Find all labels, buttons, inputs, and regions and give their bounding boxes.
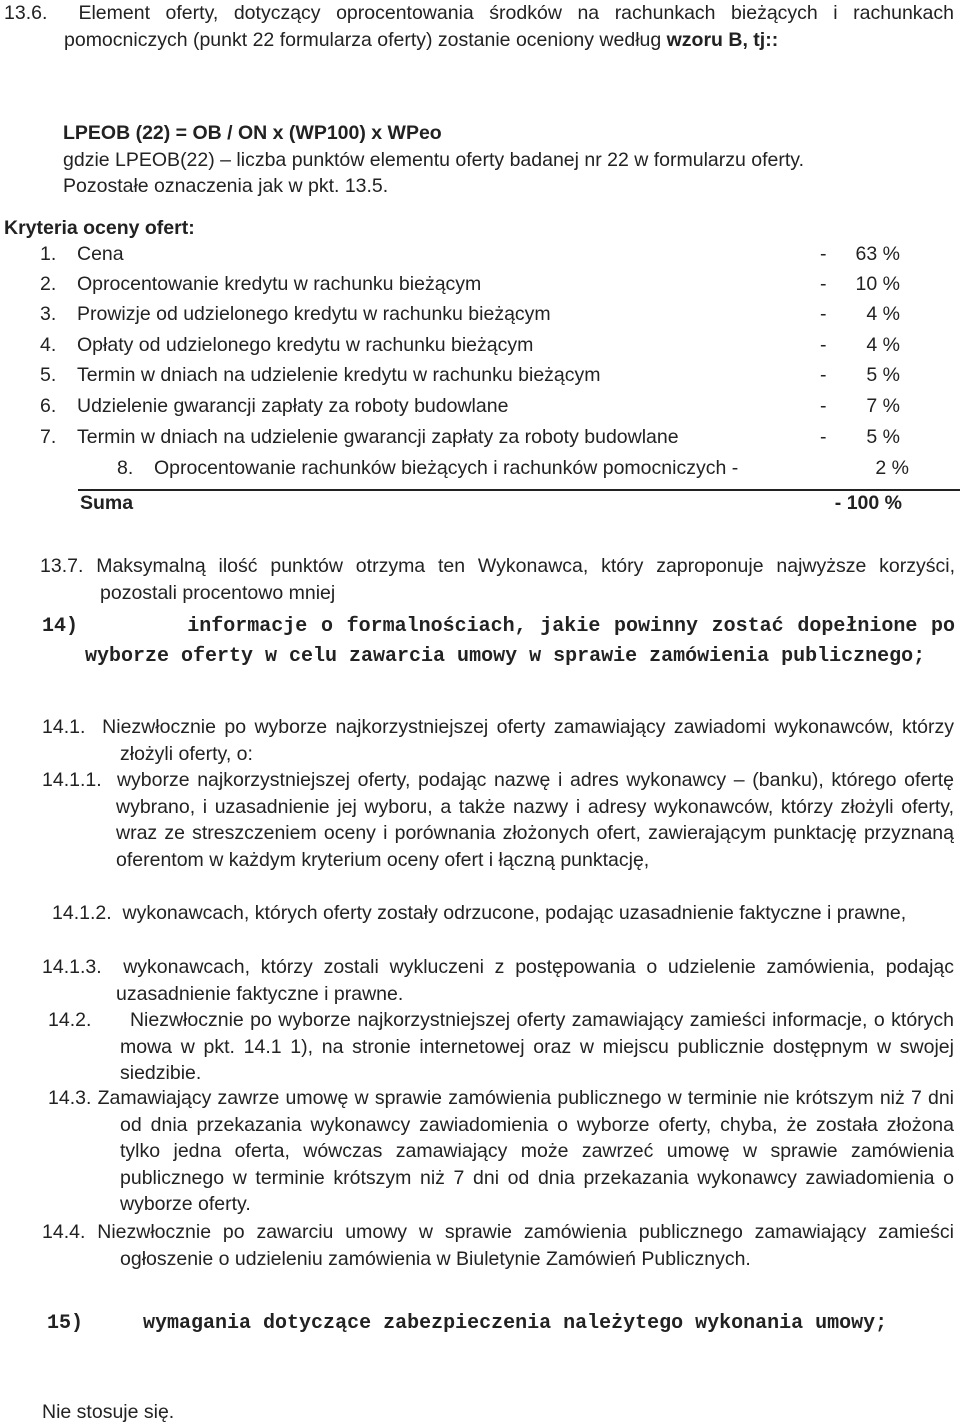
criteria-label: Termin w dniach na udzielenie gwarancji zapłaty za roboty budowlane bbox=[77, 426, 679, 448]
section-text: wyborze najkorzystniejszej oferty, podając nazwę i adres wykonawcy – (banku), którego ofertę wybrano, i uzasadnienie jej wyboru, a także nazwy i adresy wykonawców, którzy złożyli oferty, wraz ze streszczeniem oceny i porównania złożonych ofert, zawierającym punktację przyznaną oferentom w każdym kryterium oceny ofert i łączną punktację, bbox=[116, 769, 954, 871]
formula-note: Pozostałe oznaczenia jak w pkt. 13.5. bbox=[63, 175, 389, 197]
section-number: 14.3. bbox=[48, 1087, 92, 1109]
heading-text: informacje o formalnościach, jakie powinny zostać dopełnione po wyborze oferty w celu zawarcia umowy w sprawie zamówienia publicznego; bbox=[85, 615, 955, 668]
criteria-number: 7. bbox=[40, 426, 57, 448]
section-number: 13.7. bbox=[40, 555, 84, 577]
heading-number: 14) bbox=[42, 615, 79, 638]
section-text: Element oferty, dotyczący oprocentowania środków na rachunkach bieżących i rachunkach pomocniczych (punkt 22 formularza oferty) zostanie oceniony według bbox=[64, 2, 954, 51]
criteria-dash: - bbox=[820, 273, 827, 295]
criteria-dash: - bbox=[820, 426, 827, 448]
criteria-item bbox=[40, 301, 900, 331]
criteria-item bbox=[40, 241, 900, 271]
criteria-number: 6. bbox=[40, 395, 57, 417]
criteria-weight: 7 % bbox=[866, 395, 900, 417]
heading-text: wymagania dotyczące zabezpieczenia należytego wykonania umowy; bbox=[143, 1312, 888, 1335]
section-number: 14.1.2. bbox=[52, 902, 112, 924]
criteria-label: Oprocentowanie kredytu w rachunku bieżącym bbox=[77, 273, 482, 295]
section-14-1-3 bbox=[42, 954, 954, 1007]
formula-definition: gdzie LPEOB(22) – liczba punktów elementu oferty badanej nr 22 w formularzu oferty. bbox=[63, 148, 805, 171]
criteria-dash: - bbox=[820, 334, 827, 356]
heading-number: 15) bbox=[47, 1312, 84, 1335]
criteria-number: 8. bbox=[117, 457, 134, 479]
formula-block bbox=[63, 120, 943, 200]
criteria-number: 4. bbox=[40, 334, 57, 356]
criteria-item bbox=[40, 393, 900, 423]
criteria-sum bbox=[80, 490, 902, 517]
section-14-4 bbox=[42, 1219, 954, 1272]
section-text: wykonawcach, którzy zostali wykluczeni z postępowania o udzielenie zamówienia, podając uzasadnienie faktyczne i prawne. bbox=[116, 956, 954, 1005]
criteria-title: Kryteria oceny ofert: bbox=[4, 217, 195, 239]
criteria-weight: 5 % bbox=[866, 364, 900, 386]
heading-15 bbox=[47, 1309, 955, 1339]
criteria-weight: 10 % bbox=[855, 273, 900, 295]
criteria-number: 2. bbox=[40, 273, 57, 295]
section-13-6 bbox=[4, 0, 954, 53]
section-14-1-1 bbox=[42, 767, 954, 873]
sum-value: - 100 % bbox=[834, 492, 902, 514]
section-14-1 bbox=[42, 714, 954, 767]
section-14-3 bbox=[48, 1085, 954, 1218]
criteria-dash: - bbox=[820, 303, 827, 325]
section-text: Niezwłocznie po wyborze najkorzystniejszej oferty zamawiający zamieści informacje, o których mowa w pkt. 14.1 1), na stronie internetowej oraz w miejscu publicznie dostępnym w swojej siedzibie. bbox=[120, 1009, 955, 1084]
criteria-weight: 5 % bbox=[866, 426, 900, 448]
criteria-number: 5. bbox=[40, 364, 57, 386]
criteria-weight: 63 % bbox=[855, 243, 900, 265]
criteria-item bbox=[40, 271, 900, 301]
heading-14 bbox=[42, 612, 955, 672]
criteria-dash: - bbox=[820, 395, 827, 417]
criteria-item bbox=[40, 332, 900, 362]
section-number: 13.6. bbox=[4, 2, 48, 24]
criteria-weight: 2 % bbox=[875, 457, 909, 479]
section-number: 14.1. bbox=[42, 716, 86, 738]
section-text: Maksymalną ilość punktów otrzyma ten Wykonawca, który zaproponuje najwyższe korzyści, pozostali procentowo mniej bbox=[96, 555, 956, 604]
section-14-1-2 bbox=[52, 900, 954, 927]
criteria-number: 1. bbox=[40, 243, 57, 265]
criteria-number: 3. bbox=[40, 303, 57, 325]
criteria-label: Opłaty od udzielonego kredytu w rachunku bieżącym bbox=[77, 334, 534, 356]
section-text: Niezwłocznie po wyborze najkorzystniejszej oferty zamawiający zawiadomi wykonawców, którzy złożyli oferty, o: bbox=[102, 716, 954, 765]
section-13-7 bbox=[40, 553, 955, 606]
section-text: Zamawiający zawrze umowę w sprawie zamówienia publicznego w terminie nie krótszym niż 7 dni od dnia przekazania wykonawcy zawiadomienia o wyborze oferty, chyba, że została złożona tylko jedna oferta, wówczas zamawiający może zawrzeć umowę w sprawie zamówienia publicznego w terminie krótszym niż 7 dni od dnia przekazania wykonawcy zawiadomienia o wyborze oferty. bbox=[97, 1087, 955, 1215]
section-14-2 bbox=[48, 1007, 954, 1087]
sum-label: Suma bbox=[80, 492, 134, 514]
criteria-weight: 4 % bbox=[866, 303, 900, 325]
section-number: 14.1.3. bbox=[42, 956, 102, 978]
criteria-dash: - bbox=[820, 243, 827, 265]
section-number: 14.4. bbox=[42, 1221, 86, 1243]
criteria-weight: 4 % bbox=[866, 334, 900, 356]
criteria-dash: - bbox=[820, 364, 827, 386]
section-text: wykonawcach, których oferty zostały odrzucone, podając uzasadnienie faktyczne i prawne, bbox=[122, 902, 907, 924]
criteria-label: Udzielenie gwarancji zapłaty za roboty budowlane bbox=[77, 395, 509, 417]
criteria-item bbox=[40, 424, 900, 454]
criteria-label: Termin w dniach na udzielenie kredytu w rachunku bieżącym bbox=[77, 364, 601, 386]
closing-note: Nie stosuje się. bbox=[42, 1401, 175, 1423]
criteria-item bbox=[117, 455, 909, 485]
section-number: 14.1.1. bbox=[42, 769, 102, 791]
section-text: Niezwłocznie po zawarciu umowy w sprawie zamówienia publicznego zamawiający zamieści ogłoszenie o udzieleniu zamówienia w Biuletynie Zamówień Publicznych. bbox=[97, 1221, 954, 1270]
formula-line: LPEOB (22) = OB / ON x (WP100) x WPeo bbox=[63, 122, 442, 144]
criteria-label: Prowizje od udzielonego kredytu w rachunku bieżącym bbox=[77, 303, 551, 325]
criteria-label: Cena bbox=[77, 243, 124, 265]
criteria-item bbox=[40, 362, 900, 392]
formula-reference: wzoru B, tj:: bbox=[666, 28, 779, 51]
criteria-label: Oprocentowanie rachunków bieżących i rachunków pomocniczych - bbox=[154, 457, 739, 479]
section-number: 14.2. bbox=[48, 1009, 92, 1031]
